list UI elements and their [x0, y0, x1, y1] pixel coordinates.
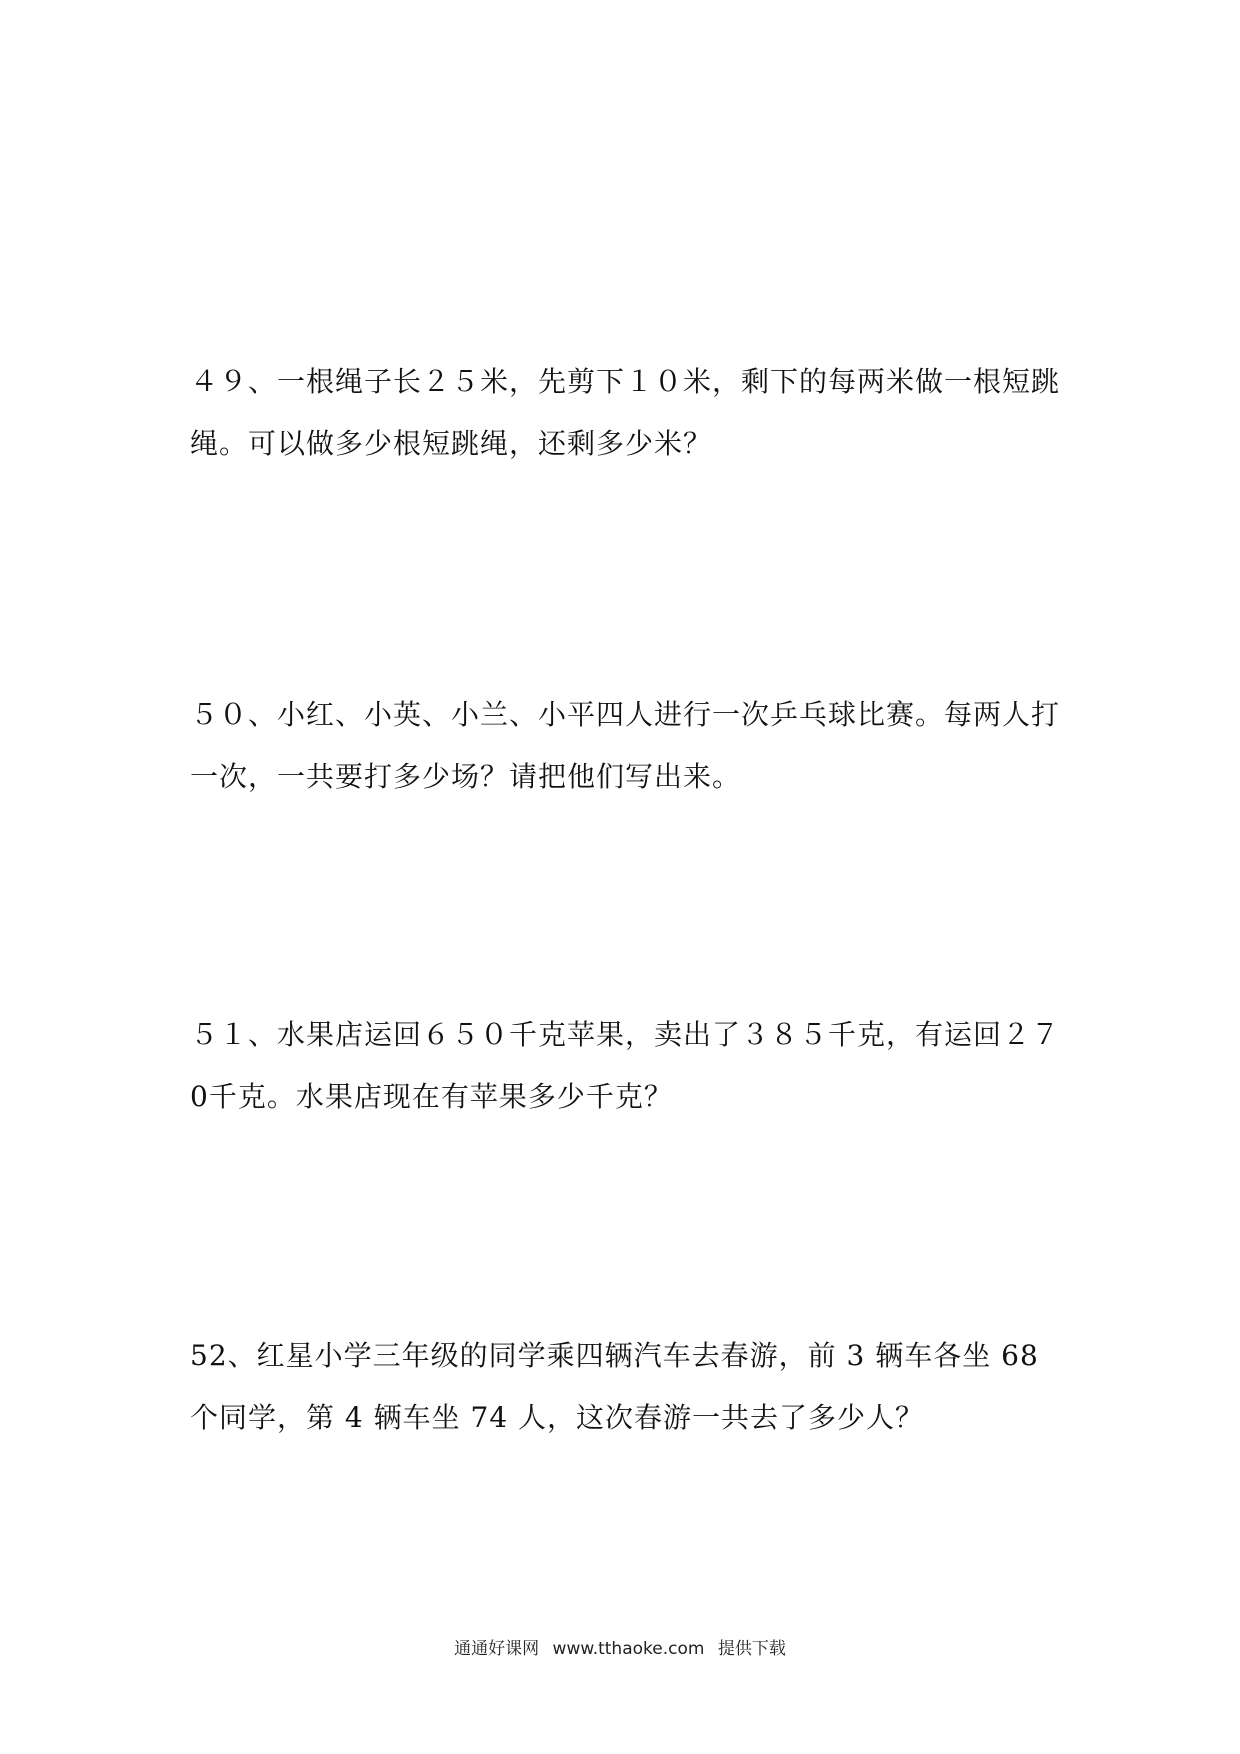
problem-50: ５０、小红、小英、小兰、小平四人进行一次乒乓球比赛。每两人打一次，一共要打多少场？请把他们写出来。	[190, 698, 1061, 793]
footer-suffix: 提供下载	[717, 1639, 786, 1659]
problem-52: 52、红星小学三年级的同学乘四辆汽车去春游，前 3 辆车各坐 68 个同学，第 4 辆车坐 74 人，这次春游一共去了多少人？	[190, 1339, 1039, 1434]
problem-51: ５１、水果店运回６５０千克苹果，卖出了３８５千克，有运回２７0千克。水果店现在有苹果多少千克？	[190, 1018, 1061, 1113]
page-footer	[0, 1634, 1240, 1659]
footer-url: www.tthaoke.com	[552, 1639, 705, 1659]
footer-site-name: 通通好课网	[454, 1639, 540, 1659]
problem-49: ４９、一根绳子长２５米，先剪下１０米，剩下的每两米做一根短跳绳。可以做多少根短跳绳，还剩多少米？	[190, 365, 1061, 460]
